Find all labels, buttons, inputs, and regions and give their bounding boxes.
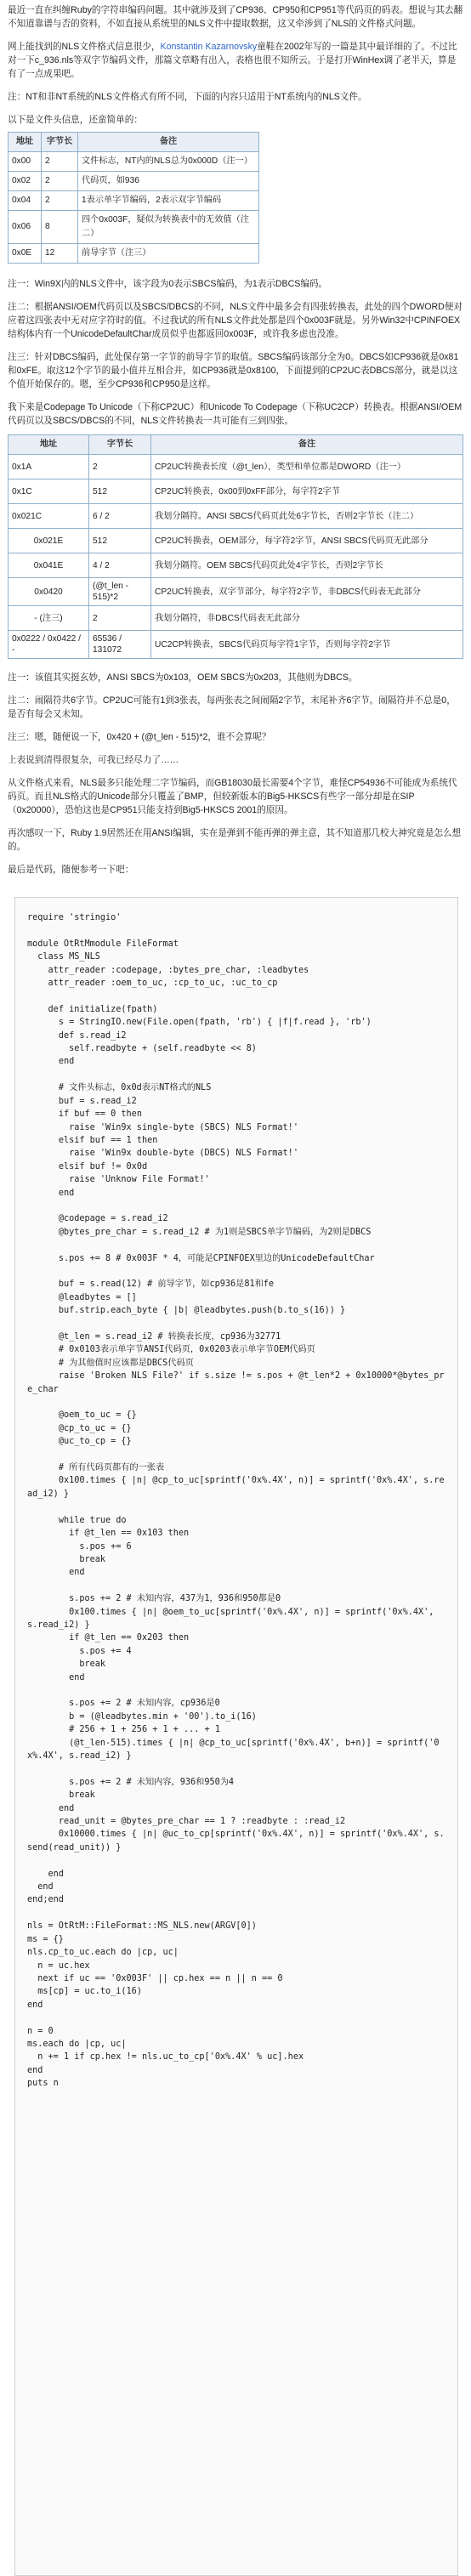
column-header-address: 地址 [9,133,42,152]
table-row [9,606,463,631]
table-cell: 代码页，如936 [78,172,259,191]
after-note-3: 注三：嗯，随便说一下，0x420 + (@t_len - 515)*2，谁不会算呢？ [8,732,271,742]
table-cell: 0x02 [9,172,42,191]
table-cell: 我划分隔符。ANSI SBCS代码页此处6字节长，否则2字节长（注二） [151,504,463,529]
table-cell: 0x1A [9,455,89,479]
table-cell: 0x04 [9,191,42,211]
table-cell: 4 / 2 [89,553,151,578]
table-row [9,244,259,264]
article [8,0,463,2576]
conversion-table-lead: 我下来是Codepage To Unicode（下称CP2UC）和Unicode To Codepage（下称UC2CP）转换表。根据ANSI/OEM代码页以及SBCS/DBCS的不同，NLS文件转换表一共可能有三到四张。 [8,402,462,426]
file-header-table [8,132,259,264]
column-header-length: 字节长 [89,435,151,455]
table-header-row [9,435,463,455]
table-row [9,152,259,172]
column-header-remark: 备注 [78,133,259,152]
after-note-2: 注二：闹隔符共6字节。CP2UC可能有1到3张表，每两张表之间闹隔2字节，末尾补齐6字节。闹隔符并不总是0，是否有每会又未知。 [8,695,456,719]
table-cell: CP2UC转换表，OEM部分，每字符2字节，ANSI SBCS代码页无此部分 [151,529,463,553]
code-block [14,897,458,2576]
table-row [9,631,463,659]
table-cell: - (注三) [9,606,89,631]
note-1: 注一：Win9X内的NLS文件中，该字段为0表示SBCS编码，为1表示DBCS编码。 [8,279,328,289]
table-cell: 0x021C [9,504,89,529]
table-row [9,578,463,606]
table-cell: CP2UC转换表，双字节部分，每字符2字节，非DBCS代码表无此部分 [151,578,463,606]
table-cell: 65536 / 131072 [89,631,151,659]
note-3: 注三：针对DBCS编码，此处保存第一字节的前导字节的取值。SBCS编码该部分全为0。DBCS如CP936就是0x81和0xFE。取这12个字节的最小值并互相合并，如CP936就是0x8100，下面提到的CP2UC表DBCS部分，就是以这个值开始保存的。嗯，至少CP936和CP950是这样。 [8,352,459,389]
intro-paragraph-2-text-before: 网上能找到的NLS文件格式信息很少， [8,42,161,52]
table-row [9,211,259,244]
table-row [9,191,259,211]
table-cell: 0x041E [9,553,89,578]
table-cell: 1表示单字节编码，2表示双字节编码 [78,191,259,211]
table-cell: (@t_len - 515)*2 [89,578,151,606]
column-header-address: 地址 [9,435,89,455]
table-cell: 2 [89,606,151,631]
table-cell: 2 [42,152,78,172]
table-cell: UC2CP转换表，SBCS代码页每字符1字节，否则每字符2字节 [151,631,463,659]
table-cell: 0x06 [9,211,42,244]
author-link[interactable]: Konstantin Kazarnovsky [160,42,258,52]
conversion-table [8,434,463,659]
table-cell: 12 [42,244,78,264]
table-row [9,455,463,479]
table-cell: 四个0x003F，疑似为转换表中的无效值（注二） [78,211,259,244]
intro-paragraph-2 [8,40,463,81]
table-cell: 我划分隔符，非DBCS代码表无此部分 [151,606,463,631]
table-cell: 2 [89,455,151,479]
ruby-source-code: require 'stringio' module OtRtMmodule FileFormat class MS_NLS attr_reader :codepage, :bytes_pre_char, :leadbytes attr_reader :oem_to_uc, :cp_to_uc, :uc_to_cp def initialize(fpath) s = StringIO.new(File.open(fpath, 'rb') { |f|f.read }, 'rb') def s.read_i2 self.readbyte + (self.readbyte << 8) end # 文件头标志，0x0d表示NT格式的NLS buf = s.read_i2 if buf == 0 then raise 'Win9x single-byte (SBCS) NLS Format!' elsif buf == 1 then raise 'Win9x double-byte (DBCS) NLS Format!' elsif buf != 0x0d raise 'Unknow File Format!' end @codepage = s.read_i2 @bytes_pre_char = s.read_i2 # 为1则是SBCS单字节编码，为2则是DBCS s.pos += 8 # 0x003F * 4，可能是CPINFOEX里边的UnicodeDefaultChar buf = s.read(12) # 前导字节，如cp936是81和fe @leadbytes = [] buf.strip.each_byte { |b| @leadbytes.push(b.to_s(16)) } @t_len = s.read_i2 # 转换表长度，cp936为32771 # 0x0103表示单字节ANSI代码页，0x0203表示单字节OEM代码页 # 为其他值时应该都是DBCS代码页 raise 'Broken NLS File?' if s.size != s.pos + @t_len*2 + 0x10000*@bytes_pre_char @oem_to_uc = {} @cp_to_uc = {} @uc_to_cp = {} # 所有代码页都有的一张表 0x100.times { |n| @cp_to_uc[sprintf('0x%.4X', n)] = sprintf('0x%.4X', s.read_i2) } while true do if @t_len == 0x103 then s.pos += 6 break end s.pos += 2 # 未知内容，437为1，936和950都是0 0x100.times { |n| @oem_to_uc[sprintf('0x%.4X', n)] = sprintf('0x%.4X', s.read_i2) } if @t_len == 0x203 then s.pos += 4 break end s.pos += 2 # 未知内容，cp936是0 b = (@leadbytes.min + '00').to_i(16) # 256 + 1 + 256 + 1 + ... + 1 (@t_len-515).times { |n| @cp_to_uc[sprintf('0x%.4X', b+n)] = sprintf('0x%.4X', s.read_i2) } s.pos += 2 # 未知内容，936和950为4 break end read_unit = @bytes_pre_char == 1 ? :readbyte : :read_i2 0x10000.times { |n| @uc_to_cp[sprintf('0x%.4X', n)] = sprintf('0x%.4X', s.send(read_unit)) } end end end;end nls = OtRtM::FileFormat::MS_NLS.new(ARGV[0]) ms = {} nls.cp_to_uc.each do |cp, uc| n = uc.hex next if uc == '0x003F' || cp.hex == n || n == 0 ms[cp] = uc.to_i(16) end n = 0 ms.each do |cp, uc| n += 1 if cp.hex != nls.uc_to_cp['0x%.4X' % uc].hex end puts n [27,913,445,2089]
table-cell: 前导字节（注三） [78,244,259,264]
table-row [9,172,259,191]
table-cell: 2 [42,172,78,191]
after-paragraph-ruby: 再次感叹一下，Ruby 1.9居然还在用ANSI编辑，实在是弹到不能再弹的弹主意，其不知道那几校大神究竟是怎么想的。 [8,828,462,852]
table-row [9,529,463,553]
table-header-row [9,133,259,152]
table-cell: CP2UC转换表，0x00到0xFF部分，每字符2字节 [151,479,463,504]
table-cell: 0x1C [9,479,89,504]
table-row [9,504,463,529]
code-lead: 最后是代码，随便参考一下吧： [8,865,134,875]
intro-note-nt: 注：NT和非NT系统的NLS文件格式有所不同，下面的内容只适用于NT系统内的NLS文件。 [8,92,367,102]
after-remark: 上表说到清得很复杂，可我已经尽力了…… [8,755,179,765]
table-cell: 6 / 2 [89,504,151,529]
table-cell: 0x00 [9,152,42,172]
table-row [9,553,463,578]
table-cell: 0x0222 / 0x0422 / - [9,631,89,659]
table-cell: 文件标志，NT内的NLS总为0x000D（注一） [78,152,259,172]
intro-table-lead: 以下是文件头信息，还蛮简单的： [8,115,143,125]
table-cell: 0x021E [9,529,89,553]
table-cell: 8 [42,211,78,244]
column-header-remark: 备注 [151,435,463,455]
intro-paragraph-1: 最近一直在纠缠Ruby的字符串编码问题。其中就涉及到了CP936、CP950和CP951等代码页的码表。想说与其去翻不知道靠谱与否的资料，不如直接从系统里的NLS文件中提取数据，这又牵涉到了NLS的文件格式问题。 [8,5,463,29]
table-cell: 0x0420 [9,578,89,606]
note-2: 注二：根据ANSI/OEM代码页以及SBCS/DBCS的不同，NLS文件中最多会有四张转换表，此处的四个DWORD便对应着这四张表中无对应字符时的值。不过我试的所有NLS文件此处都是四个0x003F就是。另外Win32中CPINFOEX结构体内有一个UnicodeDefaultChar成员似乎也都返回0x003F，或许我多虑也没准。 [8,302,463,339]
table-cell: 0x0E [9,244,42,264]
after-note-1: 注一：该值其实挺玄妙，ANSI SBCS为0x103，OEM SBCS为0x203，其他则为DBCS。 [8,672,358,683]
table-cell: 512 [89,479,151,504]
table-cell: 我划分隔符。OEM SBCS代码页此处4字节长，否则2字节长 [151,553,463,578]
intro-paragraph-2-text-after: 童鞋在2002年写的一篇是其中最详细的了。不过比对一下c_936.nls等双字节编码文件，那篇文章略有出入，表格也很不知所云。于是打开WinHex调了老半天，算是有了一点成果吧。 [8,42,457,79]
table-cell: 2 [42,191,78,211]
after-paragraph-gb18030: 从文件格式来看，NLS最多只能处理二字节编码，而GB18030最长需要4个字节，难怪CP54936不可能成为系统代码页。而且NLS格式的Unicode部分只覆盖了BMP，但较新版本的Big5-HKSCS有些字一部分却是在SIP（0x20000），恐怕这也是CP951只能支持到Big5-HKSCS 2001的原因。 [8,778,457,815]
table-cell: 512 [89,529,151,553]
column-header-length: 字节长 [42,133,78,152]
table-row [9,479,463,504]
table-cell: CP2UC转换表长度（@t_len），类型和单位都是DWORD（注一） [151,455,463,479]
